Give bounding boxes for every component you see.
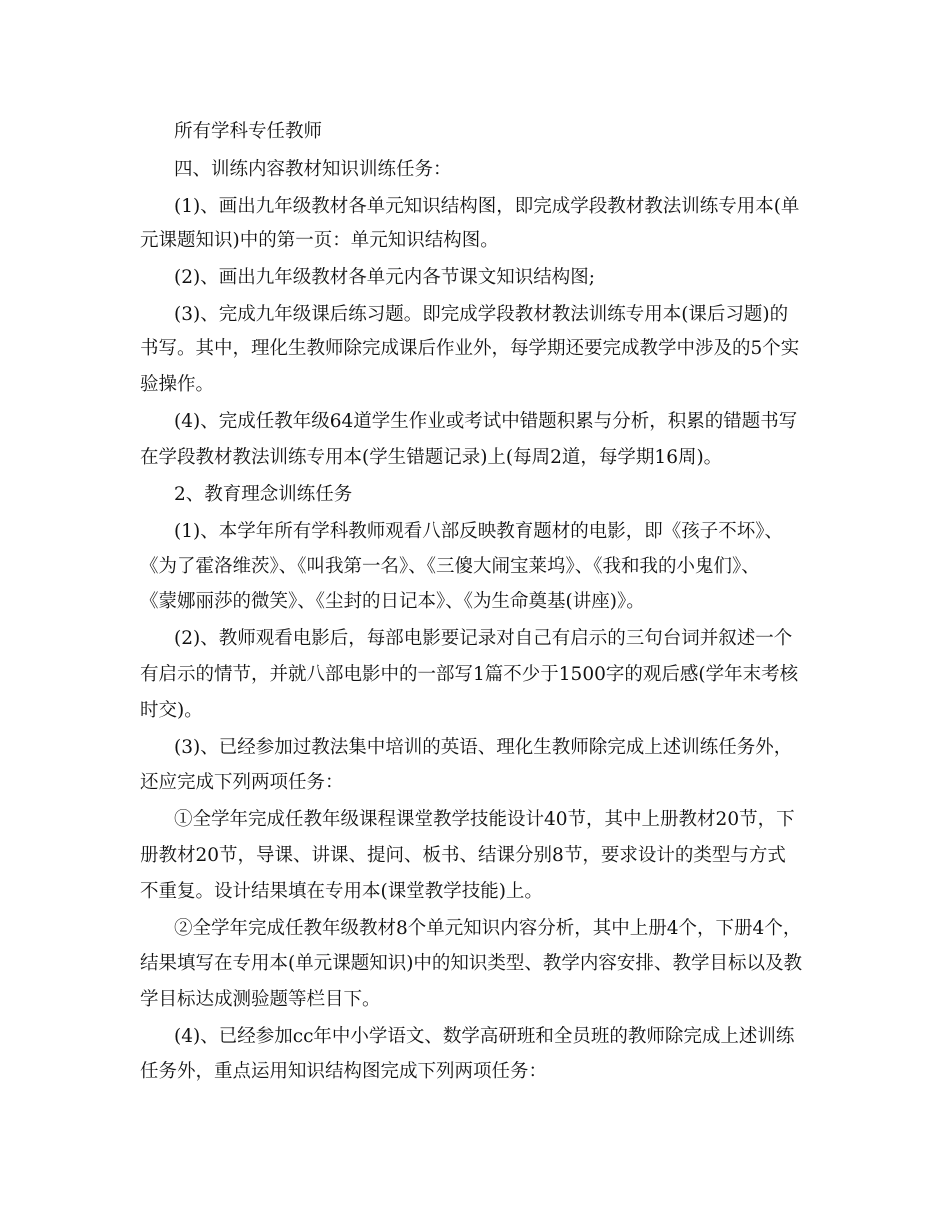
text-line: 《蒙娜丽莎的微笑》、《尘封的日记本》、《为生命奠基(讲座)》。 xyxy=(140,591,645,612)
text-line: 任务外，重点运用知识结构图完成下列两项任务： xyxy=(140,1061,548,1082)
text-line: 学目标达成测验题等栏目下。 xyxy=(140,989,381,1010)
text-line: (3)、已经参加过教法集中培训的英语、理化生教师除完成上述训练任务外， xyxy=(174,737,793,758)
text-line: (2)、画出九年级教材各单元内各节课文知识结构图; xyxy=(174,267,595,288)
text-line: ②全学年完成任教年级教材8个单元知识内容分析，其中上册4个，下册4个， xyxy=(174,918,802,939)
text-line: (4)、已经参加cc年中小学语文、数学高研班和全员班的教师除完成上述训练 xyxy=(174,1026,795,1047)
section-heading: 四、训练内容教材知识训练任务： xyxy=(174,159,452,180)
text-line: (3)、完成九年级课后练习题。即完成学段教材教法训练专用本(课后习题)的 xyxy=(174,304,789,325)
text-line: 还应完成下列两项任务： xyxy=(140,772,344,793)
text-line: 《为了霍洛维茨》、《叫我第一名》、《三傻大闹宝莱坞》、《我和我的小鬼们》、 xyxy=(140,556,760,577)
text-line: 结果填写在专用本(单元课题知识)中的知识类型、教学内容安排、教学目标以及教 xyxy=(140,953,802,974)
text-line: (4)、完成任教年级64道学生作业或考试中错题积累与分析，积累的错题书写 xyxy=(174,411,798,432)
text-line: 书写。其中，理化生教师除完成课后作业外，每学期还要完成教学中涉及的5个实 xyxy=(140,338,800,359)
text-line: (1)、画出九年级教材各单元知识结构图，即完成学段教材教法训练专用本(单 xyxy=(174,196,800,217)
text-line: 在学段教材教法训练专用本(学生错题记录)上(每周2道，每学期16周)。 xyxy=(140,447,723,468)
text-line: 不重复。设计结果填在专用本(课堂教学技能)上。 xyxy=(140,881,543,902)
text-line: 所有学科专任教师 xyxy=(174,121,323,142)
text-line: 时交)。 xyxy=(140,700,203,721)
text-line: (1)、本学年所有学科教师观看八部反映教育题材的电影，即《孩子不坏》、 xyxy=(174,521,783,542)
text-line: 元课题知识)中的第一页：单元知识结构图。 xyxy=(140,230,499,251)
section-heading: 2、教育理念训练任务 xyxy=(174,484,353,505)
text-line: ①全学年完成任教年级课程课堂教学技能设计40节，其中上册教材20节，下 xyxy=(174,809,795,830)
text-line: (2)、教师观看电影后，每部电影要记录对自己有启示的三句台词并叙述一个 xyxy=(174,628,793,649)
text-line: 有启示的情节，并就八部电影中的一部写1篇不少于1500字的观后感(学年末考核 xyxy=(140,664,799,685)
text-line: 册教材20节，导课、讲课、提问、板书、结课分别8节，要求设计的类型与方式 xyxy=(140,845,786,866)
text-line: 验操作。 xyxy=(140,374,215,395)
